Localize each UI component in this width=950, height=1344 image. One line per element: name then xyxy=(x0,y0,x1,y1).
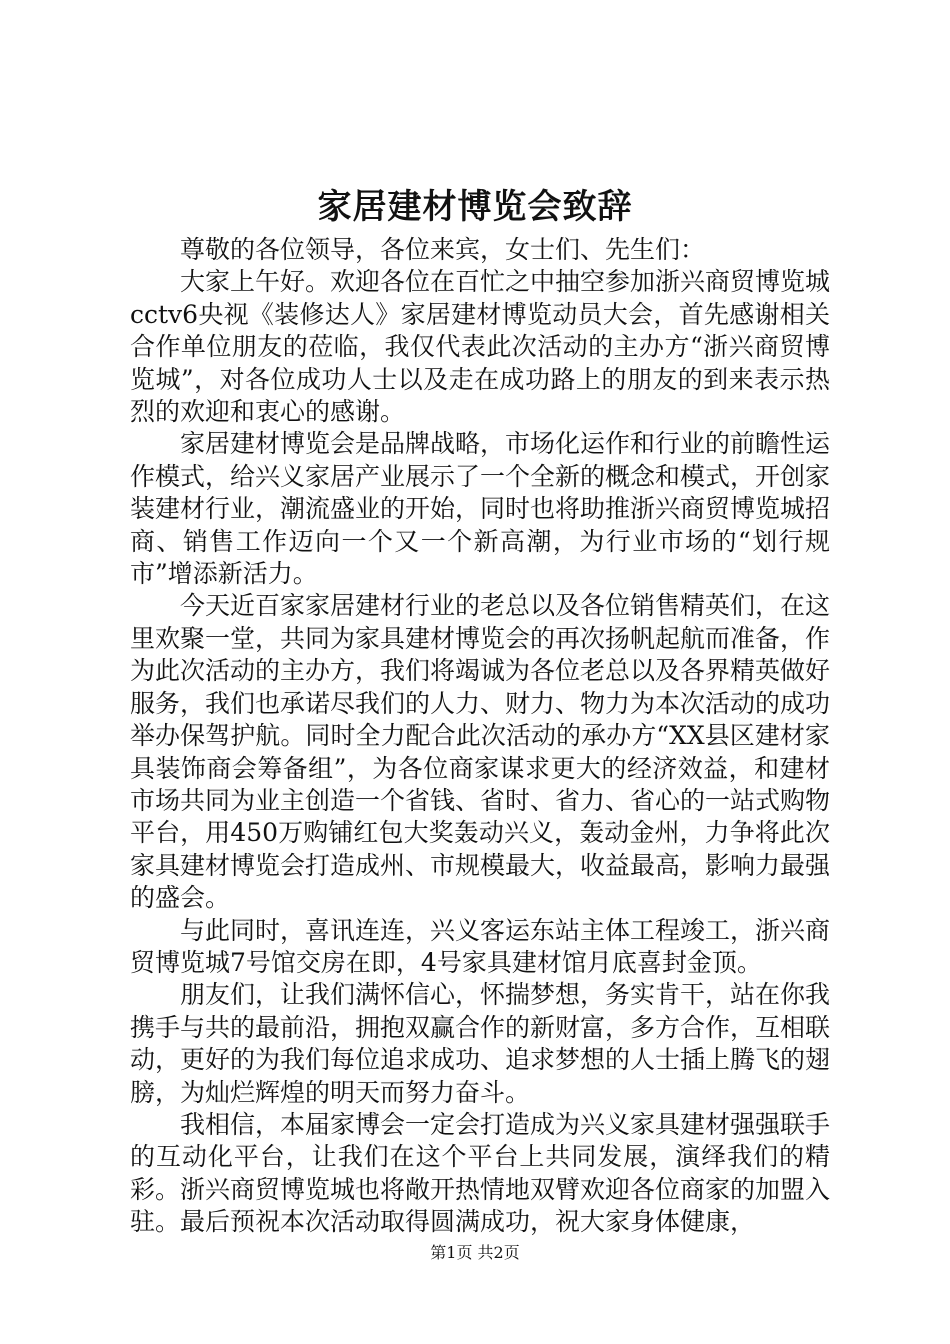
page-number-footer: 第1页 共2页 xyxy=(430,1243,520,1262)
document-title: 家居建材博览会致辞 xyxy=(317,187,633,227)
paragraph-commitment: 今天近百家家居建材行业的老总以及各位销售精英们，在这里欢聚一堂，共同为家具建材博览会的再次扬帆起航而准备，作为此次活动的主办方，我们将竭诚为各位老总以及各界精英做好服务，我们也承诺尽我们的人力、财力、物力为本次活动的成功举办保驾护航。同时全力配合此次活动的承办方“XX县区建材家具装饰商会筹备组”，为各位商家谋求更大的经济效益，和建材市场共同为业主创造一个省钱、省时、省力、省心的一站式购物平台，用450万购铺红包大奖轰动兴义，轰动金州，力争将此次家具建材博览会打造成州、市规模最大，收益最高，影响力最强的盛会。 xyxy=(130,591,831,913)
document-body xyxy=(130,234,830,1239)
paragraph-closing: 我相信，本届家博会一定会打造成为兴义家具建材强强联手的互动化平台，让我们在这个平台上共同发展，演绎我们的精彩。浙兴商贸博览城也将敞开热情地双臂欢迎各位商家的加盟入驻。最后预祝本次活动取得圆满成功，祝大家身体健康， xyxy=(130,1109,831,1237)
paragraph-news: 与此同时，喜讯连连，兴义客运东站主体工程竣工，浙兴商贸博览城7号馆交房在即，4号家具建材馆月底喜封金顶。 xyxy=(130,915,831,977)
salutation: 尊敬的各位领导，各位来宾，女士们、先生们： xyxy=(180,235,706,264)
paragraph-call-to-action: 朋友们，让我们满怀信心，怀揣梦想，务实肯干，站在你我携手与共的最前沿，拥抱双赢合作的新财富，多方合作，互相联动，更好的为我们每位追求成功、追求梦想的人士插上腾飞的翅膀，为灿烂辉煌的明天而努力奋斗。 xyxy=(130,980,831,1107)
paragraph-expo-intro: 家居建材博览会是品牌战略，市场化运作和行业的前瞻性运作模式，给兴义家居产业展示了一个全新的概念和模式，开创家装建材行业，潮流盛业的开始，同时也将助推浙兴商贸博览城招商、销售工作迈向一个又一个新高潮，为行业市场的“划行规市”增添新活力。 xyxy=(130,429,831,589)
paragraph-greeting: 大家上午好。欢迎各位在百忙之中抽空参加浙兴商贸博览城cctv6央视《装修达人》家居建材博览动员大会，首先感谢相关合作单位朋友的莅临，我仅代表此次活动的主办方“浙兴商贸博览城”，对各位成功人士以及走在成功路上的朋友的到来表示热烈的欢迎和衷心的感谢。 xyxy=(130,267,831,427)
